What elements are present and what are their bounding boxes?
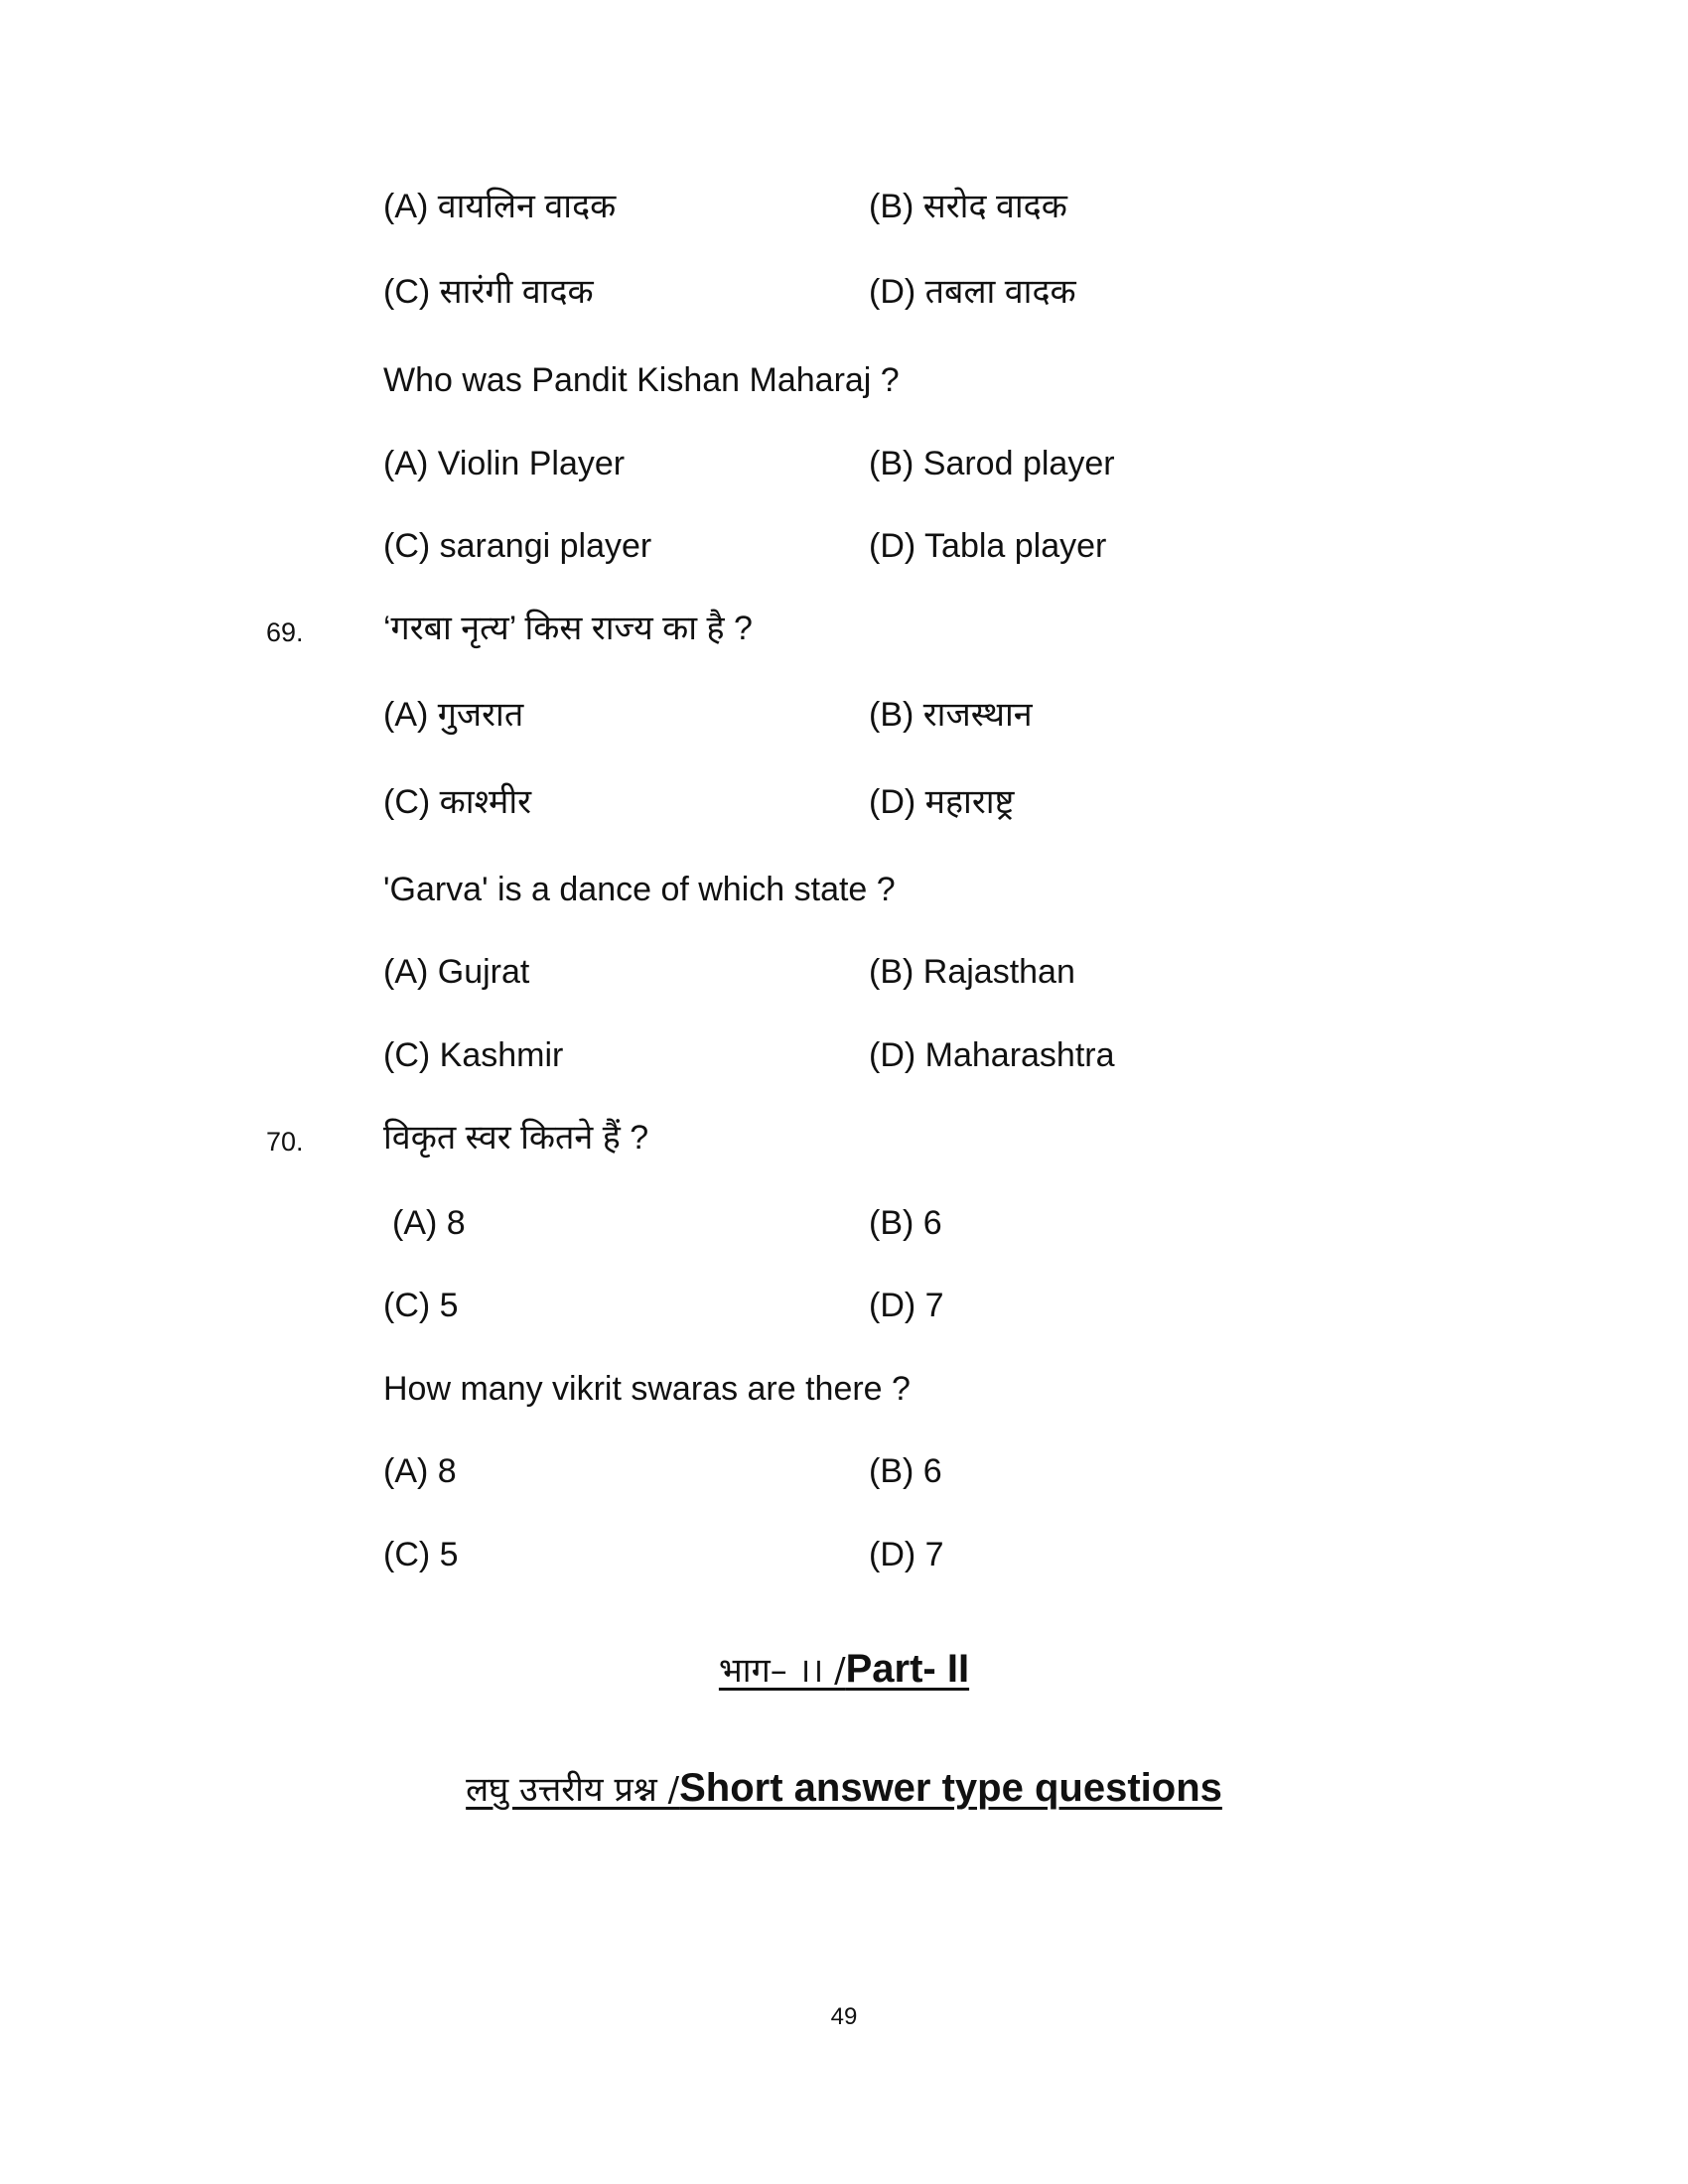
q68-en-option-d: (D) Tabla player [869, 527, 1107, 565]
q68-en-option-b: (B) Sarod player [869, 445, 1115, 482]
q70-hi-question: विकृत स्वर कितने हैं ? [383, 1119, 649, 1157]
q68-en-option-c: (C) sarangi player [383, 527, 652, 565]
q70-en-option-d: (D) 7 [869, 1536, 944, 1573]
q70-number: 70. [266, 1127, 304, 1157]
q69-hi-option-d: (D) महाराष्ट्र [869, 783, 1015, 821]
q70-hi-option-d: (D) 7 [869, 1287, 944, 1324]
part-heading-english: Part- II [845, 1647, 970, 1691]
q68-hi-option-b: (B) सरोद वादक [869, 188, 1067, 225]
q70-hi-option-a: (A) 8 [392, 1204, 466, 1242]
q69-en-option-c: (C) Kashmir [383, 1036, 564, 1074]
section-heading-hindi: लघु उत्तरीय प्रश्न / [466, 1770, 680, 1810]
q69-hi-option-b: (B) राजस्थान [869, 696, 1033, 734]
q70-en-option-a: (A) 8 [383, 1452, 457, 1490]
q70-hi-option-c: (C) 5 [383, 1287, 459, 1324]
q69-en-option-a: (A) Gujrat [383, 953, 530, 991]
q68-hi-option-c: (C) सारंगी वादक [383, 273, 594, 311]
q69-number: 69. [266, 617, 304, 647]
q68-en-question: Who was Pandit Kishan Maharaj ? [383, 361, 900, 399]
section-heading-english: Short answer type questions [679, 1766, 1222, 1810]
page-number: 49 [830, 2003, 858, 2030]
q69-en-question: 'Garva' is a dance of which state ? [383, 871, 896, 908]
q68-hi-option-a: (A) वायलिन वादक [383, 188, 617, 225]
q69-hi-question: ‘गरबा नृत्य’ किस राज्य का है ? [383, 610, 753, 647]
q69-en-option-d: (D) Maharashtra [869, 1036, 1115, 1074]
part-heading [0, 1645, 1688, 1695]
q68-en-option-a: (A) Violin Player [383, 445, 626, 482]
q69-hi-option-c: (C) काश्मीर [383, 783, 532, 821]
part-heading-hindi: भाग– ।। / [718, 1651, 846, 1691]
q68-hi-option-d: (D) तबला वादक [869, 273, 1076, 311]
section-heading [0, 1764, 1688, 1814]
q70-en-option-c: (C) 5 [383, 1536, 459, 1573]
q69-hi-option-a: (A) गुजरात [383, 696, 524, 734]
q70-en-question: How many vikrit swaras are there ? [383, 1370, 911, 1408]
q70-en-option-b: (B) 6 [869, 1452, 942, 1490]
q70-hi-option-b: (B) 6 [869, 1204, 942, 1242]
q69-en-option-b: (B) Rajasthan [869, 953, 1075, 991]
